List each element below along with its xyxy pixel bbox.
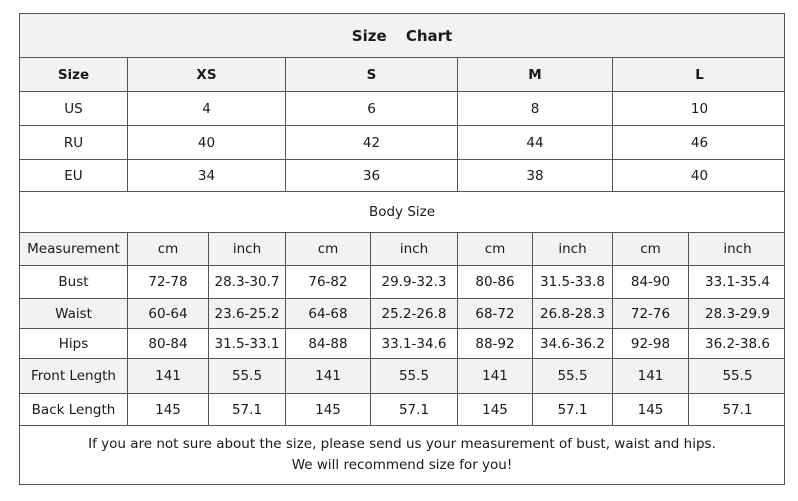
region-value: 44 bbox=[457, 126, 612, 159]
size-s-header: S bbox=[285, 58, 457, 91]
measure-label: Front Length bbox=[30, 368, 116, 384]
region-row-eu bbox=[20, 159, 784, 191]
measure-value: 141 bbox=[127, 359, 208, 393]
size-m-header: M bbox=[457, 58, 612, 91]
measure-value: 145 bbox=[457, 394, 532, 425]
body-size-row bbox=[20, 191, 784, 232]
size-l-header: L bbox=[612, 58, 786, 91]
measure-value: 84-90 bbox=[612, 266, 688, 298]
measure-value: 33.1-34.6 bbox=[370, 329, 457, 358]
region-value: 40 bbox=[127, 126, 285, 159]
region-value: 34 bbox=[127, 160, 285, 191]
measure-value: 55.5 bbox=[532, 359, 612, 393]
region-label: EU bbox=[64, 167, 83, 184]
region-value: 4 bbox=[127, 92, 285, 125]
unit-header: inch bbox=[532, 233, 612, 265]
measure-label: Back Length bbox=[31, 401, 116, 418]
measure-value: 29.9-32.3 bbox=[370, 266, 457, 298]
unit-header: inch bbox=[208, 233, 285, 265]
region-value: 8 bbox=[457, 92, 612, 125]
measure-value: 145 bbox=[127, 394, 208, 425]
measure-value: 68-72 bbox=[457, 299, 532, 328]
measure-value: 80-84 bbox=[127, 329, 208, 358]
measure-value: 57.1 bbox=[688, 394, 786, 425]
region-label: RU bbox=[63, 134, 84, 151]
measure-row-bust bbox=[20, 265, 784, 298]
unit-header: inch bbox=[688, 233, 786, 265]
measure-value: 26.8-28.3 bbox=[532, 299, 612, 328]
region-value: 42 bbox=[285, 126, 457, 159]
footer-note bbox=[20, 425, 784, 484]
measure-value: 76-82 bbox=[285, 266, 370, 298]
measure-label: Waist bbox=[55, 305, 92, 322]
measure-value: 84-88 bbox=[285, 329, 370, 358]
measure-value: 28.3-29.9 bbox=[688, 299, 786, 328]
measure-value: 141 bbox=[612, 359, 688, 393]
measure-value: 23.6-25.2 bbox=[208, 299, 285, 328]
body-size-label: Body Size bbox=[368, 204, 436, 220]
measure-label: Hips bbox=[58, 335, 89, 352]
measure-value: 57.1 bbox=[532, 394, 612, 425]
unit-header: cm bbox=[457, 233, 532, 265]
measure-value: 57.1 bbox=[370, 394, 457, 425]
region-value: 40 bbox=[612, 160, 786, 191]
measure-value: 145 bbox=[612, 394, 688, 425]
measure-value: 34.6-36.2 bbox=[532, 329, 612, 358]
size-xs-header: XS bbox=[127, 58, 285, 91]
measure-value: 141 bbox=[285, 359, 370, 393]
size-chart-table bbox=[19, 13, 785, 485]
measure-value: 72-76 bbox=[612, 299, 688, 328]
unit-header: cm bbox=[127, 233, 208, 265]
region-value: 46 bbox=[612, 126, 786, 159]
measure-row-back-length bbox=[20, 393, 784, 425]
measure-row-hips bbox=[20, 328, 784, 358]
measure-row-front-length bbox=[20, 358, 784, 393]
unit-header: cm bbox=[285, 233, 370, 265]
measure-value: 55.5 bbox=[370, 359, 457, 393]
measure-value: 60-64 bbox=[127, 299, 208, 328]
measure-value: 25.2-26.8 bbox=[370, 299, 457, 328]
measure-row-waist bbox=[20, 298, 784, 328]
measure-value: 145 bbox=[285, 394, 370, 425]
measure-value: 80-86 bbox=[457, 266, 532, 298]
region-label: US bbox=[64, 100, 83, 117]
region-value: 6 bbox=[285, 92, 457, 125]
size-header-label: Size bbox=[57, 66, 90, 83]
region-value: 36 bbox=[285, 160, 457, 191]
region-row-us bbox=[20, 91, 784, 125]
measure-value: 55.5 bbox=[208, 359, 285, 393]
measure-value: 55.5 bbox=[688, 359, 786, 393]
measure-value: 31.5-33.1 bbox=[208, 329, 285, 358]
region-value: 10 bbox=[612, 92, 786, 125]
measure-value: 57.1 bbox=[208, 394, 285, 425]
measure-value: 92-98 bbox=[612, 329, 688, 358]
region-value: 38 bbox=[457, 160, 612, 191]
measure-value: 72-78 bbox=[127, 266, 208, 298]
measure-value: 36.2-38.6 bbox=[688, 329, 786, 358]
unit-header: cm bbox=[612, 233, 688, 265]
measure-value: 28.3-30.7 bbox=[208, 266, 285, 298]
measure-value: 31.5-33.8 bbox=[532, 266, 612, 298]
unit-header: inch bbox=[370, 233, 457, 265]
measure-value: 64-68 bbox=[285, 299, 370, 328]
size-header-row bbox=[20, 57, 784, 91]
footer-line-1: If you are not sure about the size, please send us your measurement of bust, waist and hips. bbox=[88, 436, 716, 452]
measure-header-row bbox=[20, 232, 784, 265]
measure-value: 88-92 bbox=[457, 329, 532, 358]
footer-line-2: We will recommend size for you! bbox=[291, 457, 513, 473]
measure-value: 141 bbox=[457, 359, 532, 393]
chart-title: Size Chart bbox=[351, 26, 453, 45]
measure-label: Bust bbox=[58, 274, 89, 290]
title-row bbox=[20, 14, 784, 57]
measure-value: 33.1-35.4 bbox=[688, 266, 786, 298]
region-row-ru bbox=[20, 125, 784, 159]
measure-header-label: Measurement bbox=[27, 241, 120, 257]
